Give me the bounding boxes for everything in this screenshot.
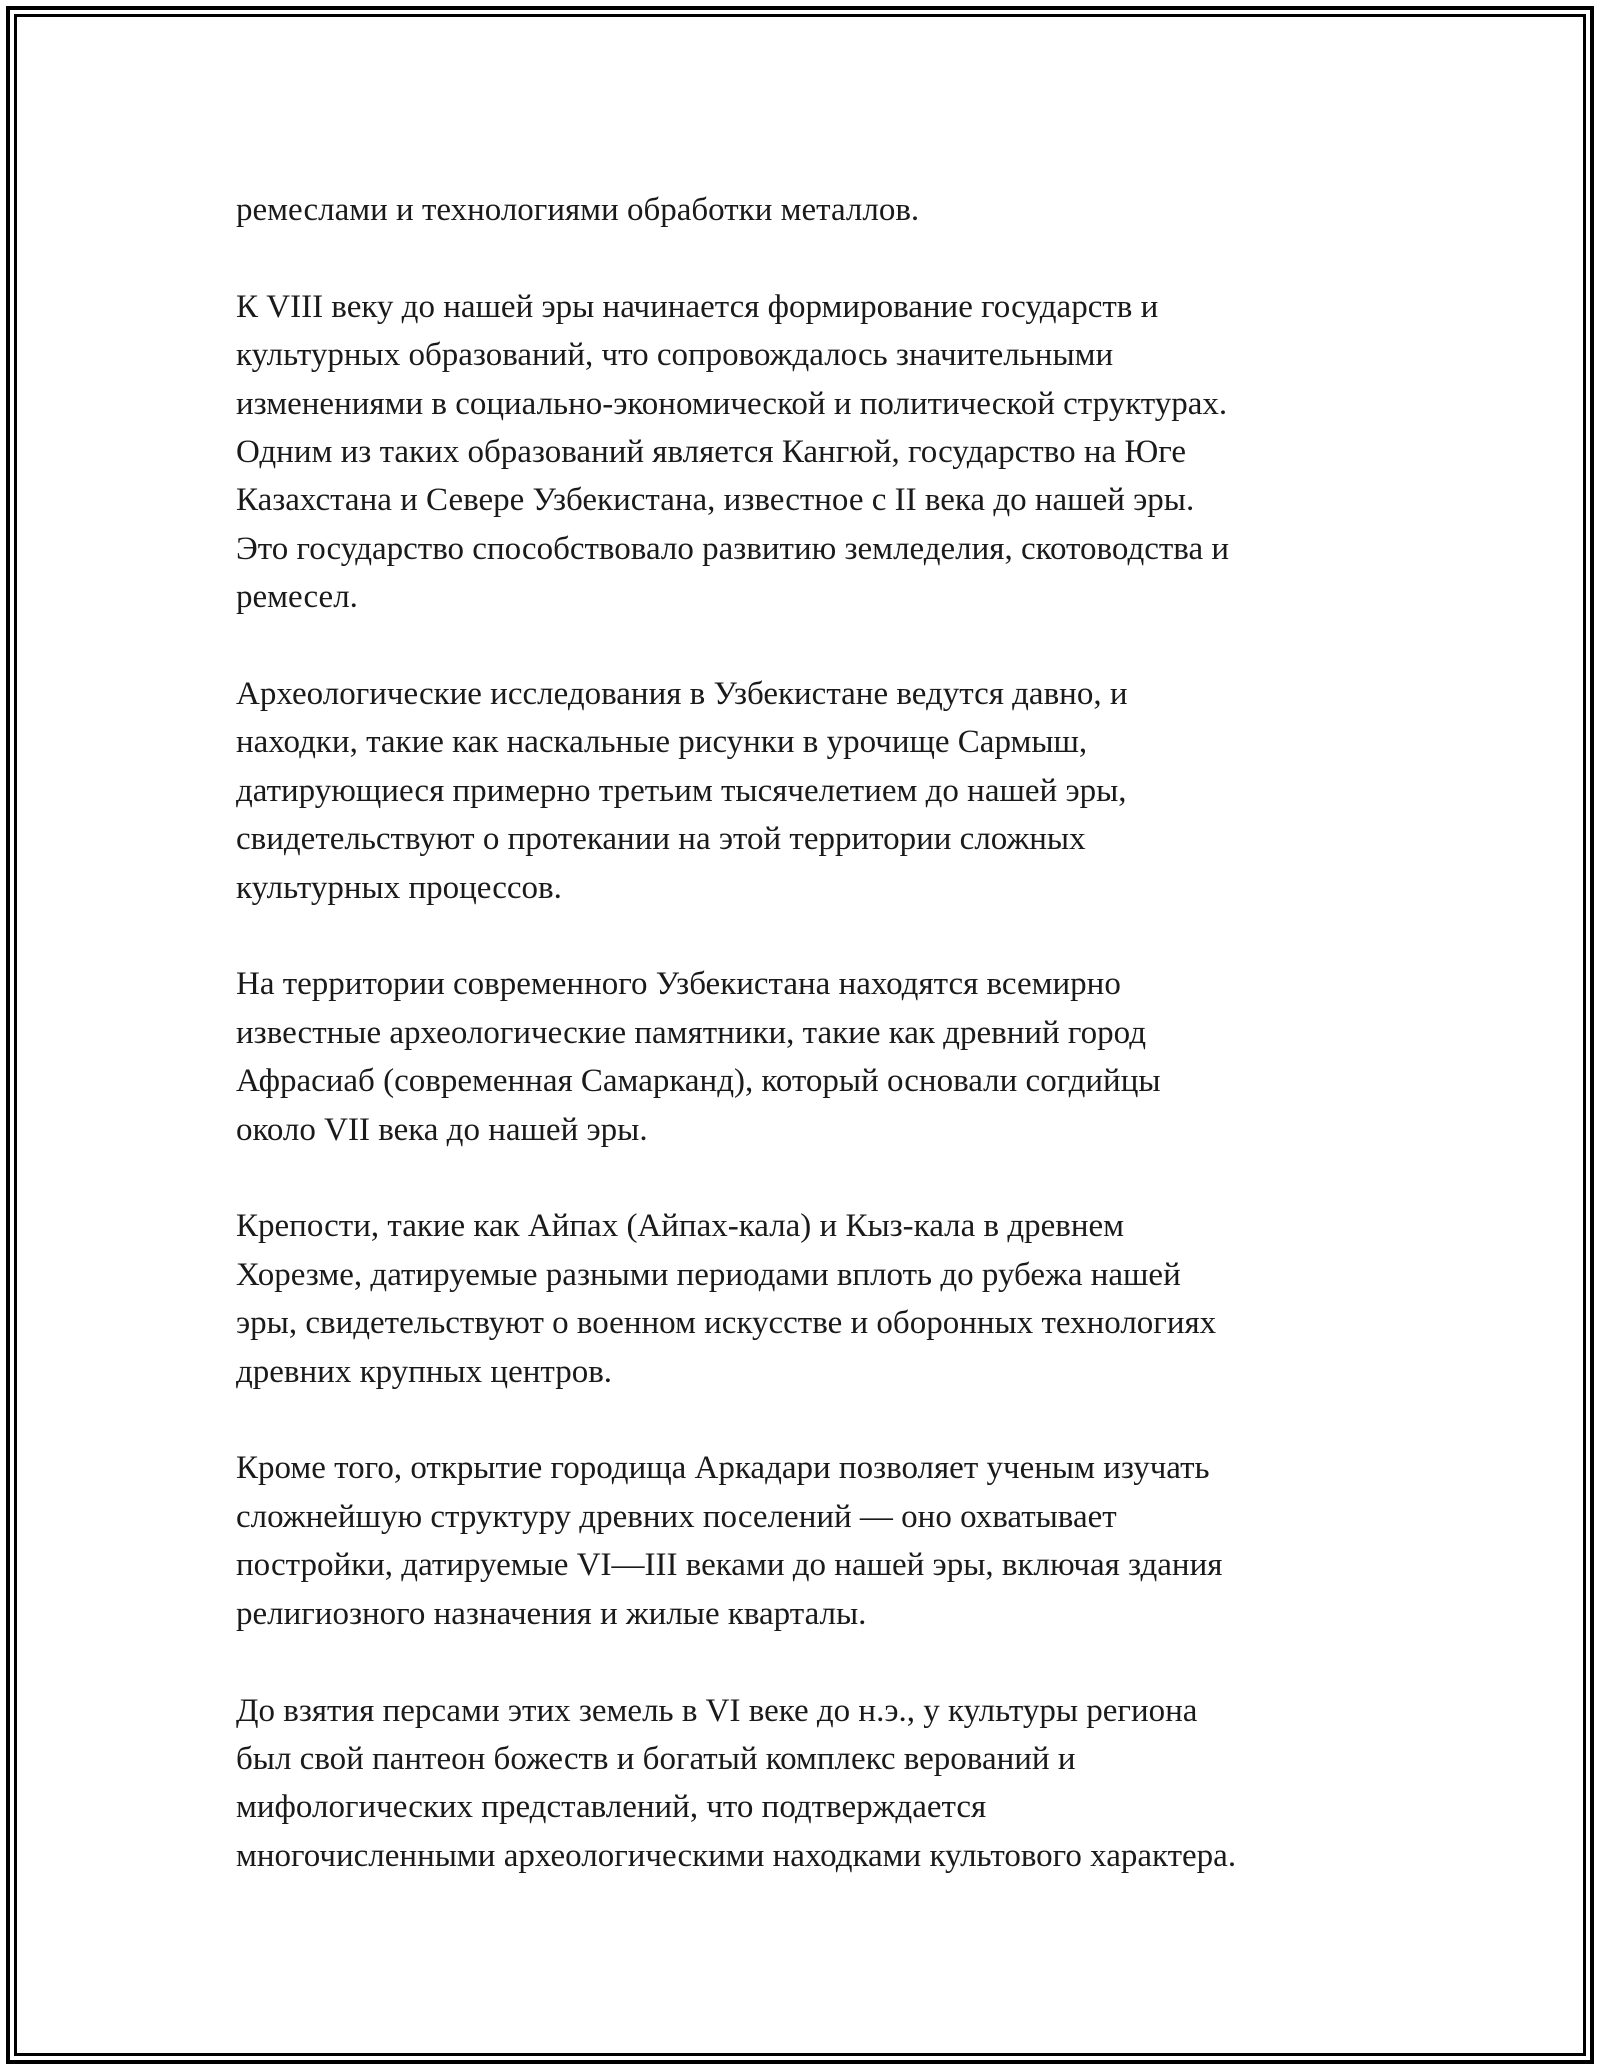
text-line: изменениями в социально-экономической и политической структурах. <box>236 385 1228 422</box>
text-line: датирующиеся примерно третьим тысячелетием до нашей эры, <box>236 772 1127 809</box>
text-line: Афрасиаб (современная Самарканд), который основали согдийцы <box>236 1063 1161 1100</box>
text-line: ремесел. <box>236 579 358 616</box>
text-line: около VII века до нашей эры. <box>236 1111 648 1148</box>
text-line: Крепости, такие как Айпах (Айпах-кала) и Кыз-кала в древнем <box>236 1208 1125 1245</box>
page-body <box>236 186 1376 1929</box>
text-line: культурных процессов. <box>236 869 562 906</box>
text-line: Это государство способствовало развитию земледелия, скотоводства и <box>236 530 1230 567</box>
text-line: Казахстана и Севере Узбекистана, известное с II века до нашей эры. <box>236 482 1195 519</box>
paragraph <box>236 1202 1376 1396</box>
paragraph <box>236 1687 1376 1881</box>
paragraph <box>236 283 1376 622</box>
paragraph <box>236 186 1376 234</box>
text-line: культурных образований, что сопровождалось значительными <box>236 337 1114 374</box>
text-line: мифологических представлений, что подтверждается <box>236 1789 987 1826</box>
paragraph <box>236 1444 1376 1638</box>
text-line: ремеслами и технологиями обработки металлов. <box>236 192 920 228</box>
text-line: древних крупных центров. <box>236 1353 613 1390</box>
text-line: постройки, датируемые VI—III веками до нашей эры, включая здания <box>236 1547 1223 1584</box>
text-line: На территории современного Узбекистана находятся всемирно <box>236 966 1121 1003</box>
text-line: религиозного назначения и жилые кварталы. <box>236 1595 867 1632</box>
text-line: Кроме того, открытие городища Аркадари позволяет ученым изучать <box>236 1450 1210 1487</box>
text-line: известные археологические памятники, такие как древний город <box>236 1014 1146 1051</box>
text-line: К VIII веку до нашей эры начинается формирование государств и <box>236 288 1159 325</box>
text-line: Хорезме, датируемые разными периодами вплоть до рубежа нашей <box>236 1256 1181 1293</box>
paragraph <box>236 960 1376 1154</box>
text-line: находки, такие как наскальные рисунки в урочище Сармыш, <box>236 724 1088 761</box>
paragraph <box>236 670 1376 912</box>
text-line: сложнейшую структуру древних поселений — оно охватывает <box>236 1498 1117 1535</box>
text-line: был свой пантеон божеств и богатый комплекс верований и <box>236 1740 1076 1777</box>
text-line: свидетельствуют о протекании на этой территории сложных <box>236 821 1086 858</box>
text-line: До взятия персами этих земель в VI веке до н.э., у культуры региона <box>236 1692 1198 1729</box>
text-line: Одним из таких образований является Кангюй, государство на Юге <box>236 434 1187 471</box>
text-line: эры, свидетельствуют о военном искусстве и оборонных технологиях <box>236 1305 1217 1342</box>
text-line: Археологические исследования в Узбекистане ведутся давно, и <box>236 676 1128 713</box>
text-line: многочисленными археологическими находками культового характера. <box>236 1837 1237 1874</box>
